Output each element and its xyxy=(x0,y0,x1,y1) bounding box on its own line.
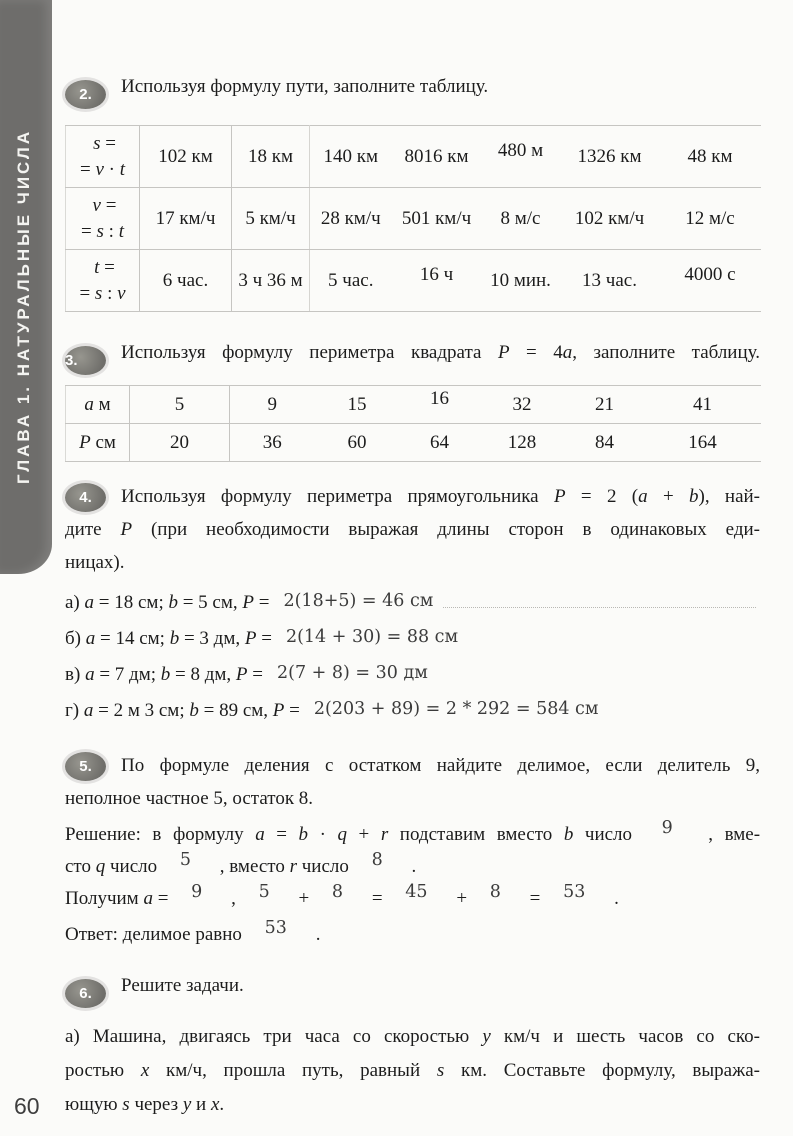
table-cell: 28 км/ч xyxy=(310,188,392,250)
table-cell: 18 км xyxy=(232,126,310,188)
filled-answer: 2(7 + 8) = 30 дм xyxy=(276,663,428,683)
table-cell: 12 м/с xyxy=(660,188,761,250)
table-cell: 21 xyxy=(565,386,645,424)
exercise-3-header xyxy=(65,336,760,375)
table-cell: 164 xyxy=(645,424,761,462)
table-cell: 6 час. xyxy=(140,250,232,312)
exercise-6-badge: 6. xyxy=(65,979,106,1008)
table-row xyxy=(66,424,761,462)
table-cell: 16 ч xyxy=(392,250,482,312)
solution-line: сто q число 5 , вместо r число 8 . xyxy=(65,850,417,877)
table-row xyxy=(66,126,761,188)
table-cell: 128 xyxy=(480,424,565,462)
exercise-2-header xyxy=(65,70,760,109)
table-cell: 64 xyxy=(400,424,480,462)
exercise-4-item-v xyxy=(65,657,760,693)
exercise-5-solution xyxy=(65,819,760,951)
exercise-5-header xyxy=(65,749,760,815)
exercise-4-title-line: Используя формулу периметра прямоугольника P = 2 (a + b), най- xyxy=(121,486,761,507)
table-cell: 17 км/ч xyxy=(140,188,232,250)
filled-answer: 2(203 + 89) = 2 * 292 = 584 см xyxy=(313,699,599,719)
page-content xyxy=(65,0,760,1122)
table-cell: 16 xyxy=(400,386,480,424)
table-row xyxy=(66,188,761,250)
exercise-4-items xyxy=(65,585,760,729)
table-cell: 5 час. xyxy=(310,250,392,312)
exercise-4-item-b xyxy=(65,621,760,657)
filled-answer: 2(14 + 30) = 88 см xyxy=(285,627,459,647)
table-cell: 41 xyxy=(645,386,761,424)
table-row xyxy=(66,250,761,312)
table-cell: 9 xyxy=(230,386,315,424)
exercise-6-header xyxy=(65,969,760,1008)
table-cell: 13 час. xyxy=(560,250,660,312)
exercise-4-item-g xyxy=(65,693,760,729)
table-cell: 20 xyxy=(130,424,230,462)
table-cell: 36 xyxy=(230,424,315,462)
table-cell: 8 м/с xyxy=(482,188,560,250)
solution-line: Получим a = 9 , 5 + 8 = 45 + 8 = 53 . xyxy=(65,882,619,909)
chapter-title: ГЛАВА 1. НАТУРАЛЬНЫЕ ЧИСЛА xyxy=(14,128,33,484)
item-prompt: а) a = 18 см; b = 5 см, P = xyxy=(65,592,270,613)
row-label-distance: s = = v · t xyxy=(66,126,140,188)
row-label-speed: v = = s : t xyxy=(66,188,140,250)
exercise-4-title-line: ницах). xyxy=(65,552,125,573)
exercise-3-title: Используя формулу периметра квадрата P = 4a, заполните таблицу. xyxy=(121,342,760,363)
exercise-3-badge: 3. xyxy=(65,346,106,375)
exercise-6-item-a xyxy=(65,1020,760,1122)
exercise-2-title: Используя формулу пути, заполните таблицу. xyxy=(121,76,489,97)
table-cell: 10 мин. xyxy=(482,250,560,312)
table-cell: 8016 км xyxy=(392,126,482,188)
exercise-5-title-line: неполное частное 5, остаток 8. xyxy=(65,788,314,809)
page-number: 60 xyxy=(14,1093,40,1119)
item-prompt: г) a = 2 м 3 см; b = 89 см, P = xyxy=(65,700,300,721)
exercise-4-header xyxy=(65,480,760,579)
exercise-2-badge: 2. xyxy=(65,80,106,109)
solution-line: Решение: в формулу a = b · q + r подставим вместо b число 9 , вме- xyxy=(65,818,761,845)
answer-blank-line xyxy=(443,607,756,608)
filled-answer: 2(18+5) = 46 см xyxy=(283,591,434,611)
exercise-4-item-a xyxy=(65,585,760,621)
table-cell: 5 км/ч xyxy=(232,188,310,250)
row-label-time: t = = s : v xyxy=(66,250,140,312)
row-label-perimeter: P см xyxy=(66,424,130,462)
answer-line: Ответ: делимое равно 53 . xyxy=(65,918,321,945)
exercise-6-title: Решите задачи. xyxy=(121,975,244,996)
table-cell: 4000 с xyxy=(660,250,761,312)
table-row xyxy=(66,386,761,424)
exercise-5-badge: 5. xyxy=(65,752,106,781)
exercise-4-badge: 4. xyxy=(65,483,106,512)
table-cell: 15 xyxy=(315,386,400,424)
table-cell: 48 км xyxy=(660,126,761,188)
table-cell: 102 км/ч xyxy=(560,188,660,250)
row-label-side: a м xyxy=(66,386,130,424)
table-cell: 480 м xyxy=(482,126,560,188)
item-prompt: б) a = 14 см; b = 3 дм, P = xyxy=(65,628,272,649)
chapter-sidebar xyxy=(0,0,52,574)
speed-distance-time-table xyxy=(65,125,761,312)
task-line: а) Машина, двигаясь три часа со скоростью y км/ч и шесть часов со ско- xyxy=(65,1026,760,1047)
table-cell: 501 км/ч xyxy=(392,188,482,250)
square-perimeter-table xyxy=(65,385,761,462)
table-cell: 1326 км xyxy=(560,126,660,188)
table-cell: 60 xyxy=(315,424,400,462)
table-cell: 5 xyxy=(130,386,230,424)
table-cell: 102 км xyxy=(140,126,232,188)
task-line: ющую s через y и x. xyxy=(65,1094,225,1115)
exercise-4-title-line: дите P (при необходимости выражая длины сторон в одинаковых еди- xyxy=(65,519,760,540)
table-cell: 140 км xyxy=(310,126,392,188)
item-prompt: в) a = 7 дм; b = 8 дм, P = xyxy=(65,664,263,685)
exercise-5-title-line: По формуле деления с остатком найдите делимое, если делитель 9, xyxy=(121,755,760,776)
task-line: ростью x км/ч, прошла путь, равный s км. Составьте формулу, выража- xyxy=(65,1060,760,1081)
table-cell: 84 xyxy=(565,424,645,462)
table-cell: 32 xyxy=(480,386,565,424)
table-cell: 3 ч 36 м xyxy=(232,250,310,312)
